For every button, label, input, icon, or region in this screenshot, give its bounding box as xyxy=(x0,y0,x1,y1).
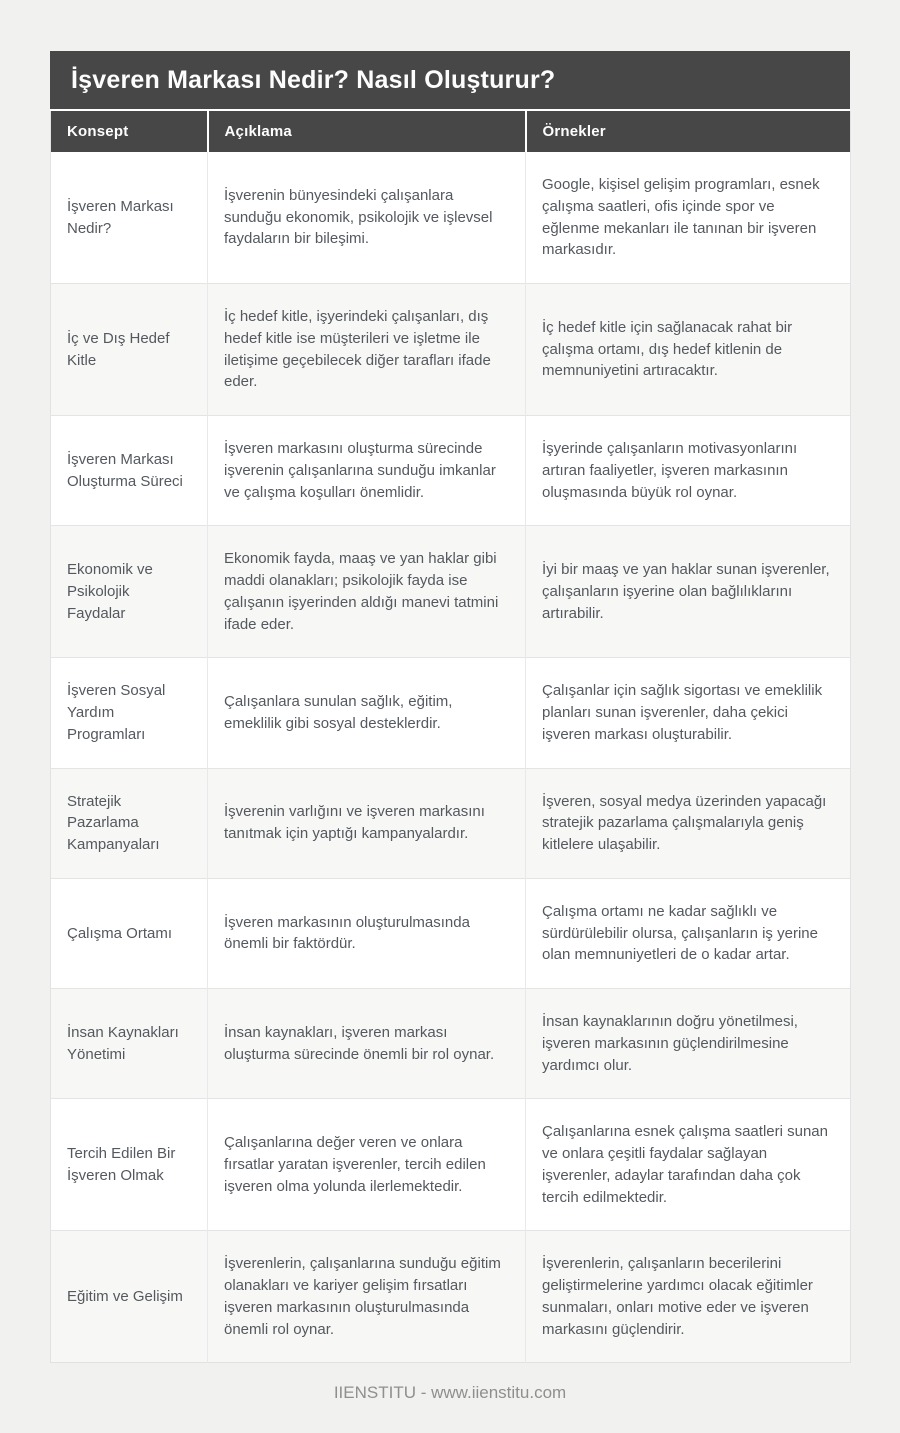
cell-aciklama: İşveren markasının oluşturulmasında önemli bir faktördür. xyxy=(208,878,526,988)
cell-ornekler: Çalışanlar için sağlık sigortası ve emeklilik planları sunan işverenler, daha çekici işveren markası oluşturabilir. xyxy=(526,658,851,768)
page-title: İşveren Markası Nedir? Nasıl Oluşturur? xyxy=(50,51,850,111)
cell-konsept: İşveren Markası Oluşturma Süreci xyxy=(51,416,208,526)
table-row xyxy=(51,152,851,284)
cell-konsept: İç ve Dış Hedef Kitle xyxy=(51,284,208,416)
cell-konsept: Tercih Edilen Bir İşveren Olmak xyxy=(51,1099,208,1231)
document-sheet xyxy=(50,0,850,1433)
cell-konsept: Çalışma Ortamı xyxy=(51,878,208,988)
footer-attribution: IIENSTITU - www.iienstitu.com xyxy=(333,1383,567,1403)
cell-aciklama: İşverenin varlığını ve işveren markasını tanıtmak için yaptığı kampanyalardır. xyxy=(208,768,526,878)
table-row xyxy=(51,1231,851,1363)
table-row xyxy=(51,284,851,416)
cell-konsept: Ekonomik ve Psikolojik Faydalar xyxy=(51,526,208,658)
cell-konsept: İşveren Markası Nedir? xyxy=(67,197,174,237)
cell-ornekler: Google, kişisel gelişim programları, esnek çalışma saatleri, ofis içinde spor ve eğlenme mekanları ile tanınan bir işveren markasıdır. xyxy=(526,152,851,284)
cell-aciklama: Çalışanlara sunulan sağlık, eğitim, emeklilik gibi sosyal desteklerdir. xyxy=(208,658,526,768)
cell-ornekler: İşyerinde çalışanların motivasyonlarını artıran faaliyetler, işveren markasının oluşmasında büyük rol oynar. xyxy=(526,416,851,526)
cell-konsept: İşveren Sosyal Yardım Programları xyxy=(51,658,208,768)
employer-brand-table xyxy=(50,111,851,1363)
cell-ornekler: İşveren, sosyal medya üzerinden yapacağı stratejik pazarlama çalışmalarıyla geniş kitlelere ulaşabilir. xyxy=(526,768,851,878)
cell-konsept: Eğitim ve Gelişim xyxy=(51,1231,208,1363)
cell-ornekler: Çalışanlarına esnek çalışma saatleri sunan ve onlara çeşitli faydalar sağlayan işverenler, adaylar tarafından daha çok tercih edilmektedir. xyxy=(526,1099,851,1231)
table-row xyxy=(51,989,851,1099)
table-row xyxy=(51,878,851,988)
cell-aciklama: İşveren markasını oluşturma sürecinde işverenin çalışanlarına sunduğu imkanlar ve çalışma koşulları önemlidir. xyxy=(208,416,526,526)
cell-ornekler: Çalışma ortamı ne kadar sağlıklı ve sürdürülebilir olursa, çalışanların iş yerine olan memnuniyetleri de o kadar artar. xyxy=(526,878,851,988)
table-row xyxy=(51,658,851,768)
cell-ornekler: İyi bir maaş ve yan haklar sunan işverenler, çalışanların işyerine olan bağlılıklarını artırabilir. xyxy=(526,526,851,658)
cell-aciklama: Ekonomik fayda, maaş ve yan haklar gibi maddi olanakları; psikolojik fayda ise çalışanın işyerinden aldığı manevi tatmini ifade eder. xyxy=(208,526,526,658)
table-row xyxy=(51,526,851,658)
cell-aciklama: İşverenin bünyesindeki çalışanlara sunduğu ekonomik, psikolojik ve işlevsel faydaların bir bileşimi. xyxy=(208,152,526,284)
cell-konsept: Stratejik Pazarlama Kampanyaları xyxy=(51,768,208,878)
table-row xyxy=(51,1099,851,1231)
column-header-konsept: Konsept xyxy=(51,111,208,152)
column-header-ornekler: Örnekler xyxy=(526,111,851,152)
column-header-aciklama: Açıklama xyxy=(208,111,526,152)
table-row xyxy=(51,416,851,526)
table-row xyxy=(51,768,851,878)
cell-ornekler: İnsan kaynaklarının doğru yönetilmesi, işveren markasının güçlendirilmesine yardımcı olur. xyxy=(526,989,851,1099)
cell-konsept: İnsan Kaynakları Yönetimi xyxy=(51,989,208,1099)
cell-aciklama: Çalışanlarına değer veren ve onlara fırsatlar yaratan işverenler, tercih edilen işveren olma yolunda ilerlemektedir. xyxy=(208,1099,526,1231)
cell-aciklama: İç hedef kitle, işyerindeki çalışanları, dış hedef kitle ise müşterileri ve işletme ile iletişime geçebilecek diğer tarafları ifade eder. xyxy=(208,284,526,416)
cell-ornekler: İşverenlerin, çalışanların becerilerini geliştirmelerine yardımcı olacak eğitimler sunmaları, onları motive eder ve işveren markasını güçlendirir. xyxy=(526,1231,851,1363)
table-header xyxy=(51,111,851,152)
cell-ornekler: İç hedef kitle için sağlanacak rahat bir çalışma ortamı, dış hedef kitlenin de memnuniyetini artıracaktır. xyxy=(526,284,851,416)
cell-aciklama: İşverenlerin, çalışanlarına sunduğu eğitim olanakları ve kariyer gelişim fırsatları işveren markasının oluşturulmasında önemli rol oynar. xyxy=(208,1231,526,1363)
cell-aciklama: İnsan kaynakları, işveren markası oluşturma sürecinde önemli bir rol oynar. xyxy=(208,989,526,1099)
